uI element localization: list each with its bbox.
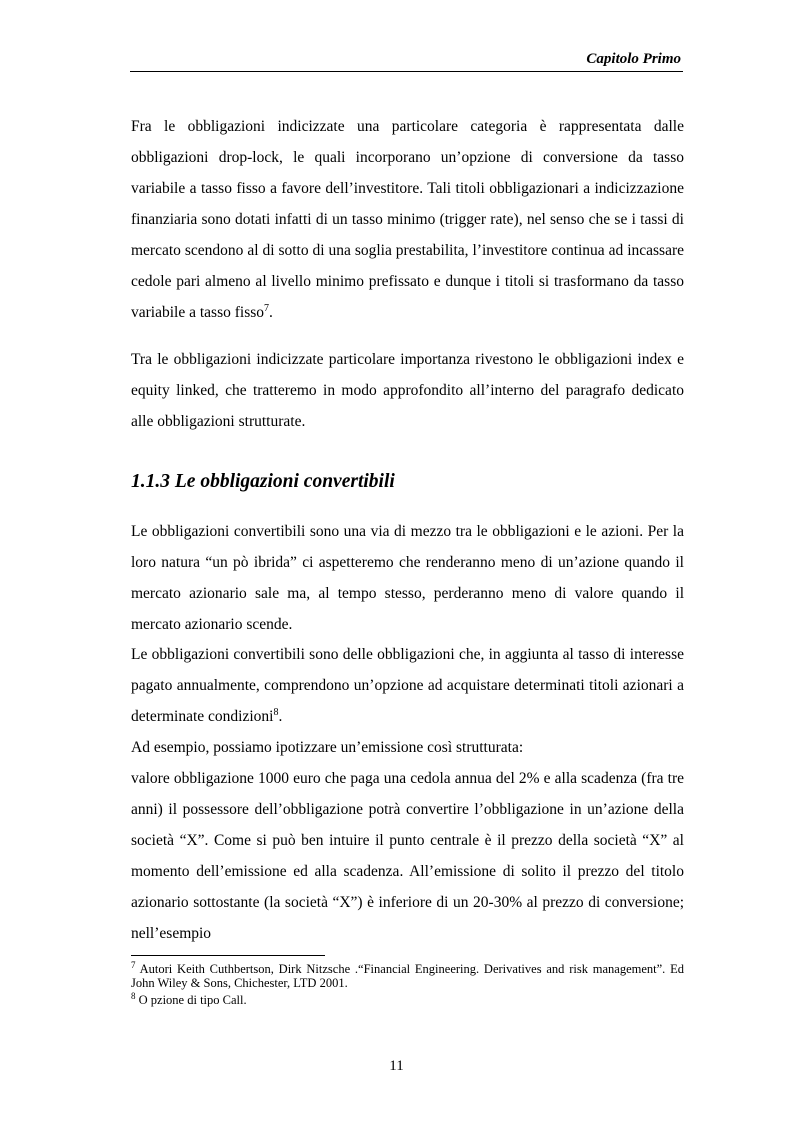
footnote-ref-7: 7 bbox=[264, 303, 270, 314]
header-rule bbox=[130, 71, 683, 72]
footnote-text: Autori Keith Cuthbertson, Dirk Nitzsche .“Financial Engineering. Derivatives and risk management”. Ed John Wiley & Sons, Chichester, LTD 2001. bbox=[131, 962, 684, 990]
footnote-mark: 7 bbox=[131, 960, 136, 970]
paragraph-text: Fra le obbligazioni indicizzate una particolare categoria è rappresentata dalle obbligazioni drop-lock, le quali incorporano un’opzione di conversione da tasso variabile a tasso fisso a favore dell’investitore. Tali titoli obbligazionari a indicizzazione finanziaria sono dotati infatti di un tasso minimo (trigger rate), nel senso che se i tassi di mercato scendono al di sotto di una soglia prestabilita, l’investitore continua ad incassare cedole pari almeno al livello minimo prefissato e dunque i titoli si trasformano da tasso variabile a tasso fisso bbox=[131, 118, 684, 321]
footnote-ref-8: 8 bbox=[273, 707, 279, 718]
footnote-rule bbox=[131, 955, 325, 956]
paragraph-convertibili-intro: Le obbligazioni convertibili sono una via di mezzo tra le obbligazioni e le azioni. Per la loro natura “un pò ibrida” ci aspetteremo che renderanno meno di un’azione quando il mercato azionario sale ma, al tempo stesso, perderanno meno di valore quando il mercato azionario scende. bbox=[131, 523, 684, 633]
footnote-7 bbox=[131, 962, 684, 990]
paragraph-index-linked: Tra le obbligazioni indicizzate particolare importanza rivestono le obbligazioni index e equity linked, che tratteremo in modo approfondito all’interno del paragrafo dedicato alle obbligazioni strutturate. bbox=[131, 351, 684, 430]
paragraph-example-intro: Ad esempio, possiamo ipotizzare un’emissione così strutturata: bbox=[131, 739, 524, 756]
footnote-8 bbox=[131, 993, 684, 1007]
paragraph-end: . bbox=[278, 708, 283, 725]
footnote-text: O pzione di tipo Call. bbox=[135, 993, 247, 1007]
paragraph-end: . bbox=[269, 304, 273, 321]
page-number: 11 bbox=[389, 1058, 404, 1074]
paragraph-text: Le obbligazioni convertibili sono delle obbligazioni che, in aggiunta al tasso di interesse pagato annualmente, comprendono un’opzione ad acquistare determinati titoli azionari a determinate condizioni bbox=[131, 646, 684, 725]
paragraph-example: valore obbligazione 1000 euro che paga una cedola annua del 2% e alla scadenza (fra tre anni) il possessore dell’obbligazione potrà convertire l’obbligazione in un’azione della società “X”. Come si può ben intuire il punto centrale è il prezzo della società “X” al momento dell’emissione ed alla scadenza. All’emissione di solito il prezzo del titolo azionario sottostante (la società “X”) è inferiore di un 20-30% al prezzo di conversione; nell’esempio bbox=[131, 770, 684, 942]
paragraph-drop-lock bbox=[131, 111, 684, 328]
paragraph-convertibili-definition bbox=[131, 639, 684, 732]
chapter-title: Capitolo Primo bbox=[586, 51, 681, 67]
section-heading: 1.1.3 Le obbligazioni convertibili bbox=[131, 471, 395, 492]
footnote-mark: 8 bbox=[131, 991, 136, 1001]
